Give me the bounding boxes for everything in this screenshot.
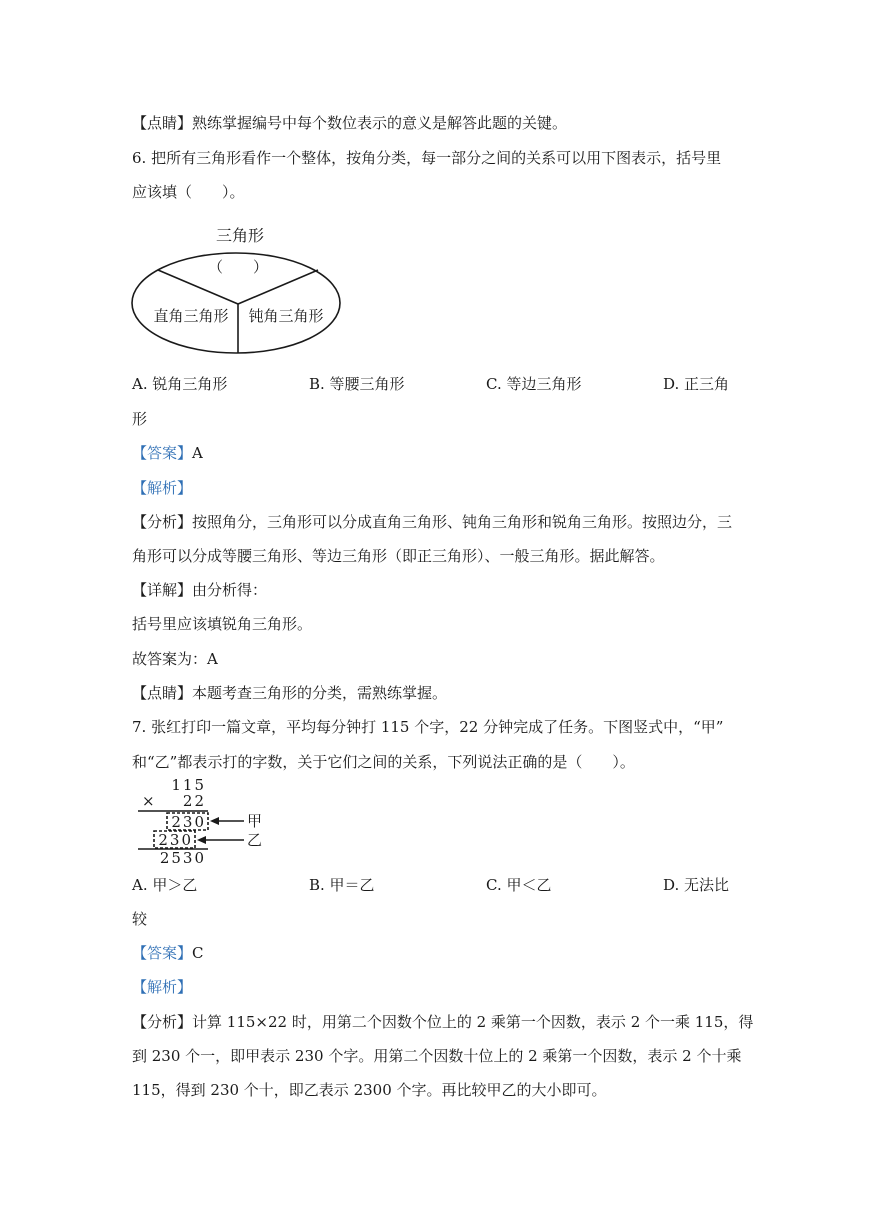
q7-fenxi-line2: 到 230 个一，即甲表示 230 个字。用第二个因数十位上的 2 乘第一个因数，表示 2 个十乘 <box>132 1047 742 1065</box>
q7-stem-line2: 和“乙”都表示打的字数，关于它们之间的关系，下列说法正确的是（ ）。 <box>132 753 635 771</box>
q6-stem-line2: 应该填（ ）。 <box>132 183 245 201</box>
q6-fenxi-line2: 角形可以分成等腰三角形、等边三角形（即正三角形）、一般三角形。据此解答。 <box>132 547 665 565</box>
vertical-multiplication <box>134 774 274 870</box>
fenxi-label: 【分析】 <box>132 513 193 531</box>
q6-fenxi-line1 <box>132 512 732 532</box>
q5-tip-line <box>132 113 567 133</box>
q7-option-d-wrap: 较 <box>132 910 148 928</box>
q6-xiangjie-line2: 括号里应该填锐角三角形。 <box>132 615 313 633</box>
q7-option-a: A. 甲＞乙 <box>132 876 198 894</box>
q7-option-c: C. 甲＜乙 <box>486 876 552 894</box>
fenxi-text: 计算 115×22 时，用第二个因数个位上的 2 乘第一个因数，表示 2 个一乘 115，得 <box>192 1013 754 1031</box>
diagram-left-label: 直角三角形 <box>153 307 229 325</box>
arrow-jia-head <box>210 817 219 825</box>
calc-multiplier: 22 <box>182 792 206 810</box>
q6-xiangjie-line <box>132 580 267 600</box>
q6-final-answer: 故答案为：A <box>132 650 218 668</box>
q7-jiexi-label: 【解析】 <box>132 978 193 996</box>
diagram-blank: （ ） <box>207 258 269 276</box>
q6-option-d: D. 正三角 <box>663 375 730 393</box>
q6-jiexi-label: 【解析】 <box>132 479 193 497</box>
answer-label: 【答案】 <box>132 444 193 462</box>
diagram-title: 三角形 <box>215 226 265 245</box>
q7-stem-line1: 7. 张红打印一篇文章，平均每分钟打 115 个字，22 分钟完成了任务。下图竖式中，“甲” <box>132 718 724 736</box>
tip-text: 本题考查三角形的分类，需熟练掌握。 <box>192 684 448 702</box>
arrow-yi-head <box>197 836 206 844</box>
xiangjie-text: 由分析得： <box>192 581 268 599</box>
answer-value: C <box>192 944 204 962</box>
q6-option-d-wrap: 形 <box>132 410 148 428</box>
label-yi: 乙 <box>247 831 263 849</box>
answer-label: 【答案】 <box>132 944 193 962</box>
q6-option-a: A. 锐角三角形 <box>132 375 228 393</box>
triangle-classification-diagram <box>128 222 348 362</box>
q7-option-b: B. 甲＝乙 <box>309 876 375 894</box>
answer-value: A <box>192 444 203 462</box>
tip-label: 【点睛】 <box>132 114 193 132</box>
calc-times-sign: × <box>142 792 155 810</box>
q7-fenxi-line1 <box>132 1012 753 1032</box>
q7-fenxi-line3: 115，得到 230 个十，即乙表示 2300 个字。再比较甲乙的大小即可。 <box>132 1081 607 1099</box>
fenxi-label: 【分析】 <box>132 1013 193 1031</box>
tip-text: 熟练掌握编号中每个数位表示的意义是解答此题的关键。 <box>192 114 568 132</box>
xiangjie-label: 【详解】 <box>132 581 193 599</box>
fenxi-text: 按照角分，三角形可以分成直角三角形、钝角三角形和锐角三角形。按照边分，三 <box>192 513 733 531</box>
q6-tip-line <box>132 683 447 703</box>
diagram-right-label: 钝角三角形 <box>248 307 324 325</box>
calc-partial-yi: 230 <box>158 831 193 849</box>
calc-multiplicand: 115 <box>171 776 206 794</box>
q6-stem-line1: 6. 把所有三角形看作一个整体，按角分类，每一部分之间的关系可以用下图表示，括号里 <box>132 149 722 167</box>
q7-option-d: D. 无法比 <box>663 876 730 894</box>
q7-answer-line <box>132 943 204 963</box>
q6-option-b: B. 等腰三角形 <box>309 375 405 393</box>
calc-partial-jia: 230 <box>171 813 206 831</box>
calc-result: 2530 <box>159 849 206 866</box>
q6-answer-line <box>132 443 203 463</box>
q6-option-c: C. 等边三角形 <box>486 375 582 393</box>
label-jia: 甲 <box>247 812 263 830</box>
tip-label: 【点睛】 <box>132 684 193 702</box>
